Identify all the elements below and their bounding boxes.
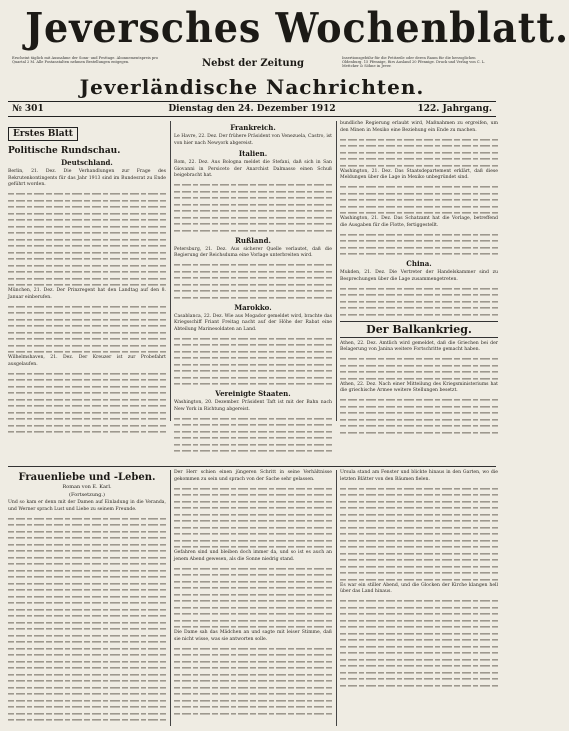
article-paragraph: Washington, 21. Dez. Das Staatsdepartement erklärt, daß diese Meldungen über die Lage in Mexiko unbegründet sind. — [340, 168, 498, 180]
feuilleton-column-2 — [174, 470, 332, 726]
feuilleton-section — [8, 470, 496, 728]
insertion-info: Insertionsgebühr für die Petitzeile oder deren Raum für die herzoglichen Oldenburg. 15 Pfennige, fürs Ausland 20 Pfennige. Druck und Verlag von C. L. Mettcker & Söhne in Jever. — [342, 56, 486, 69]
feuilleton-column-3 — [340, 470, 498, 726]
masthead-subrow — [8, 56, 496, 76]
story-paragraph: Und so kam er denn mit der Damen auf Einladung in die Veranda, und Werner sprach Lust und Liebe zu seinem Freunde. — [8, 500, 166, 512]
article-paragraph: Athen, 22. Dez. Amtlich wird gemeldet, daß die Griechen bei der Belagerung von Janina weitere Fortschritte gemacht haben. — [340, 340, 498, 352]
subheading-russia: Rußland. — [235, 235, 271, 245]
article-paragraph: Washington, 21. Dez. Das Schatzamt hat die Vorlage, betreffend die Ausgaben für die Flotte, fertiggestellt. — [340, 216, 498, 228]
subheading-germany: Deutschland. — [61, 158, 113, 167]
column-3 — [340, 121, 498, 421]
issue-date: Dienstag den 24. Dezember 1912 — [168, 104, 336, 114]
subheading-italy: Italien. — [238, 149, 268, 158]
subheading-morocco: Marokko. — [234, 302, 272, 312]
story-paragraph: Der Herr schien einen jüngeren Schritt in seine Verhältnisse gekommen zu sein und sprach von der Sache sehr gelassen. — [174, 470, 332, 482]
story-paragraph: Die Dame sah das Mädchen an und sagte mit leiser Stimme, daß sie nicht wisse, was sie antworten solle. — [174, 630, 332, 642]
article-paragraph: Rom, 22. Dez. Aus Bologna meldet die Stefani, daß sich in San Giovanni in Persiceto der Anarchist Dalmasso einen Schuß beigebracht hat. — [174, 160, 332, 178]
subheading-usa: Vereinigte Staaten. — [215, 389, 291, 398]
article-paragraph: Wilhelmshaven, 21. Dez. Der Kreuzer ist zur Probefahrt ausgelaufen. — [8, 355, 166, 367]
subscription-info: Erscheint täglich mit Ausnahme der Sonn- und Festtage. Abonnementspreis pro Quartal 2 M. Alle Postanstalten nehmen Bestellungen entgegen. — [12, 56, 159, 65]
article-paragraph: bundliche Regierung erlaubt wird, Maßnahmen zu ergreifen, um den Minen in Mexiko eine Beziehung ein Ende zu machen. — [340, 121, 498, 133]
article-paragraph: Le Havre, 22. Dez. Der frühere Präsident von Venezuela, Castro, ist von hier nach Newyork abgereist. — [174, 134, 332, 146]
article-paragraph: München, 21. Dez. Der Prinzregent hat den Landtag auf den 8. Januar einberufen. — [8, 288, 166, 300]
article-paragraph: Petersburg, 21. Dez. Aus sicherer Quelle verlautet, daß die Regierung der Reichsduma eine Vorlage unterbreiten wird. — [174, 246, 332, 258]
column-divider — [170, 121, 171, 421]
column-2 — [174, 121, 332, 421]
issue-number: № 301 — [12, 104, 44, 114]
upper-columns — [8, 121, 496, 421]
masthead-subtitle: Jeverländische Nachrichten. — [79, 75, 425, 99]
column-divider — [336, 121, 337, 421]
headline-balkan-war: Der Balkankrieg. — [340, 321, 498, 338]
story-author: Roman von E. Karl. — [62, 484, 112, 490]
article-paragraph: Casablanca, 22. Dez. Wie aus Mogador gemeldet wird, brachte das Kriegsschiff Friant Freitag nacht auf der Höhe der Rabat eine Abteilung Marinesoldaten an Land. — [174, 313, 332, 332]
column-divider — [336, 470, 337, 726]
section-rule — [8, 466, 496, 467]
masthead-center: Nebst der Zeitung — [202, 58, 304, 69]
subheading-china: China. — [406, 259, 432, 268]
headline-politics: Politische Rundschau. — [8, 146, 121, 156]
subheading-france: Frankreich. — [230, 123, 276, 132]
feuilleton-column-1 — [8, 470, 166, 726]
column-1 — [8, 121, 166, 421]
article-paragraph: Washington, 20. Dezember. Präsident Taft ist mit der Bahn nach New York in Richtung abgereist. — [174, 400, 332, 412]
story-paragraph: Es war ein stiller Abend, und die Glocken der Kirche klangen hell über das Land hinaus. — [340, 582, 498, 594]
article-paragraph: Berlin, 21. Dez. Die Verhandlungen zur Frage des Rekrutenkontingents für das Jahr 1913 sind im Bundesrat zu Ende geführt worden. — [8, 169, 166, 187]
article-paragraph: Mukden, 21. Dez. Die Vertreter der Handelskammer sind zu Besprechungen über die Lage zusammengetreten. — [340, 270, 498, 282]
masthead-title: Jeversches Wochenblatt. — [25, 4, 569, 52]
story-paragraph: Ursula stand am Fenster und blickte hinaus in den Garten, wo die letzten Blätter von den Bäumen fielen. — [340, 470, 498, 482]
story-paragraph: Gefahren sind und bleiben doch immer da, und so ist es auch an jenem Abend gewesen, als die Sonne niedrig stand. — [174, 550, 332, 562]
issue-year: 122. Jahrgang. — [417, 104, 492, 114]
column-divider — [170, 470, 171, 726]
section-label: Erstes Blatt — [8, 127, 78, 141]
story-continuation: (Fortsetzung.) — [69, 492, 105, 498]
dateline — [8, 101, 496, 117]
article-paragraph: Athen, 22. Dez. Nach einer Mitteilung des Kriegsministeriums hat die griechische Armee weitere Stellungen besetzt. — [340, 381, 498, 393]
story-title: Frauenliebe und -Leben. — [18, 472, 156, 483]
